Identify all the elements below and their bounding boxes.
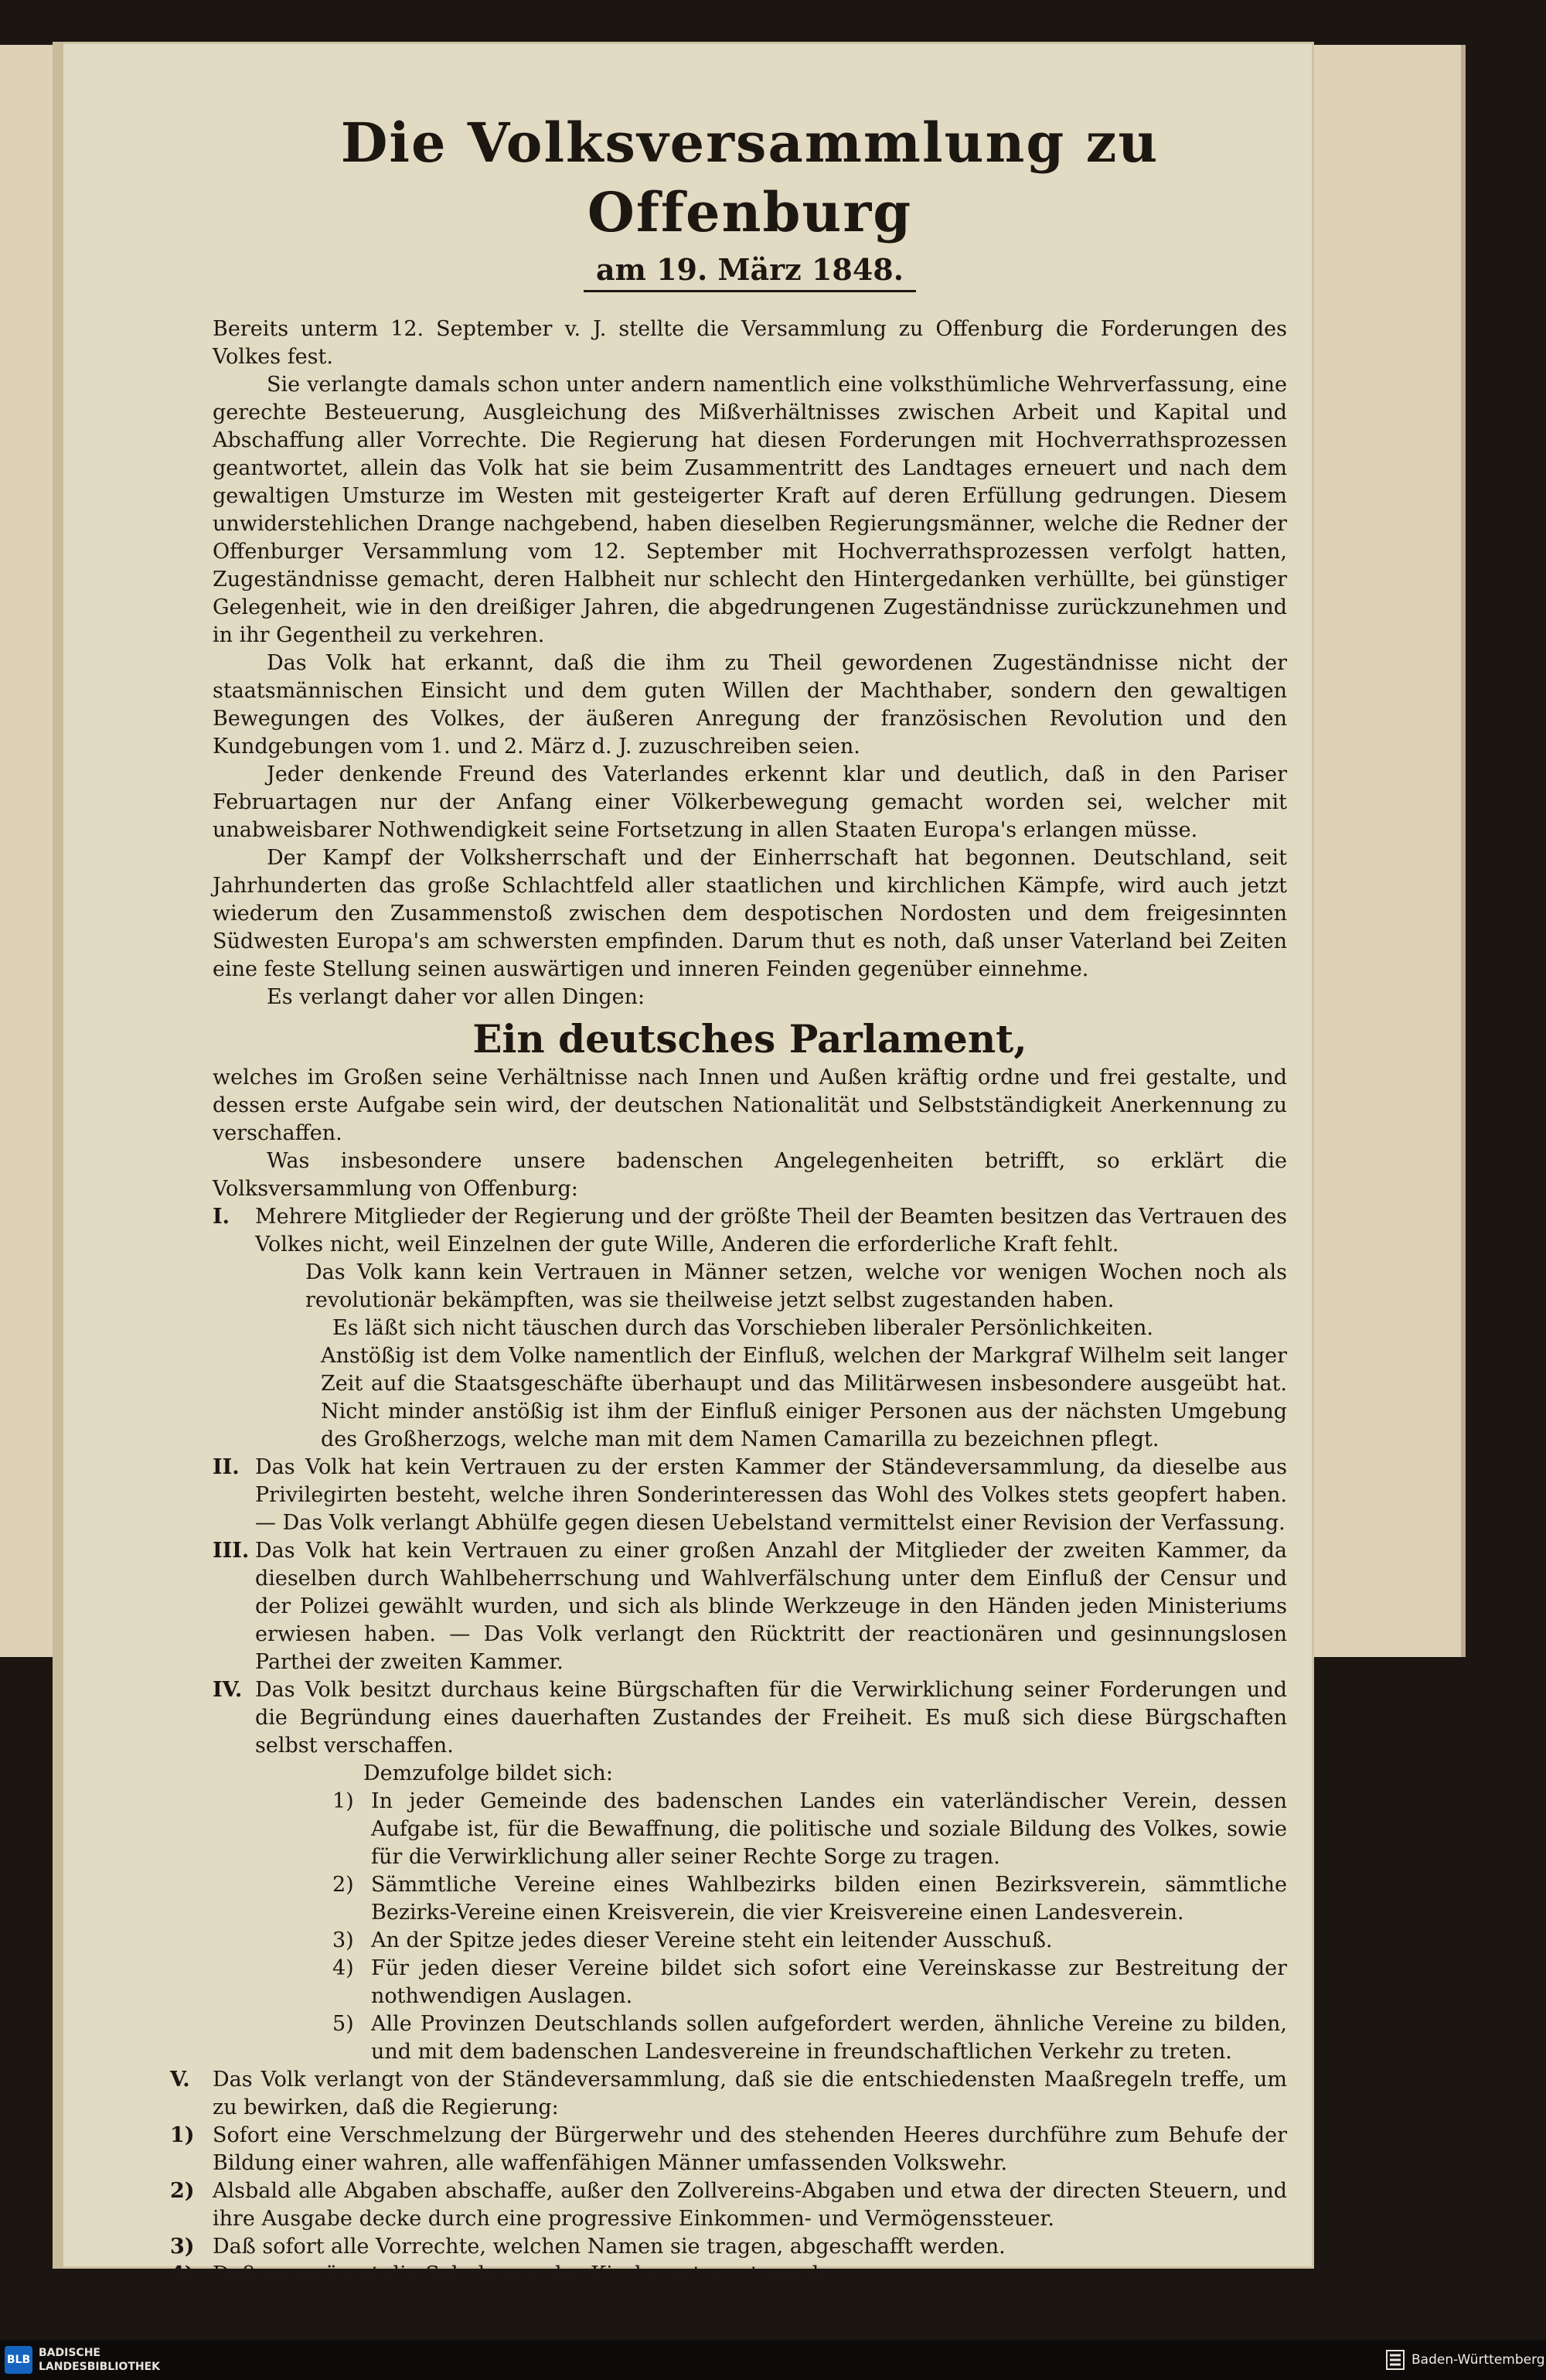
blb-name[interactable] — [39, 2346, 160, 2374]
section-text: Das Volk hat kein Vertrauen zu einer großen Anzahl der Mitglieder der zweiten Kammer, da dieselben durch Wahlbeherrschung und Wahlverfälschung unter dem Einfluß der Censur und der Polizei gewählt wurden, und sich als blinde Werkzeuge in den Händen jeden Ministeriums erwiesen haben. — Das Volk verlangt den Rücktritt der reactionären und gesinnungslosen Parthei der zweiten Kammer. — [255, 1539, 1287, 1674]
section-ii — [213, 1454, 1287, 1537]
document-title: Die Volksversammlung zu Offenburg — [340, 111, 1160, 244]
intro-paragraph-1: Bereits unterm 12. September v. J. stellte die Versammlung zu Offenburg die Forderungen des Volkes fest. — [213, 317, 1287, 369]
list-item-text: Für jeden dieser Vereine bildet sich sofort eine Vereinskasse zur Bestreitung der nothwendigen Auslagen. — [371, 1956, 1287, 2008]
list-item-number: 1) — [332, 1789, 354, 1813]
section-i-sub-1: Das Volk kann kein Vertrauen in Männer setzen, welche vor wenigen Wochen noch als revolutionär bekämpften, was sie theilweise jetzt selbst zugestanden haben. — [305, 1260, 1287, 1312]
section-number: III. — [213, 1539, 250, 1563]
list-item-number: 3) — [332, 1928, 354, 1952]
blb-logo[interactable]: BLB — [5, 2346, 32, 2374]
list-item-number: 5) — [332, 2012, 354, 2036]
list-item-text: Daß ungesäumt die Schule von der Kirche getrennt werde. — [213, 2262, 838, 2286]
bw-name[interactable]: Baden-Württemberg — [1411, 2352, 1545, 2368]
blb-name-line-1: BADISCHE — [39, 2347, 100, 2359]
list-item — [170, 2122, 1287, 2177]
list-item-text: Alle Provinzen Deutschlands sollen aufgefordert werden, ähnliche Vereine zu bilden, und mit dem badenschen Landesvereine in freundschaftlichen Verkehr zu treten. — [371, 2012, 1287, 2064]
list-item — [213, 1927, 1287, 1955]
list-item — [213, 1788, 1287, 1871]
intro-paragraph-5: Der Kampf der Volksherrschaft und der Einherrschaft hat begonnen. Deutschland, seit Jahrhunderten das große Schlachtfeld aller staatlichen und kirchlichen Kämpfe, wird auch jetzt wiederum den Zusammenstoß zwischen dem despotischen Nordosten und dem freigesinnten Südwesten Europa's am schwersten empfinden. Darum thut es noth, daß unser Vaterland bei Zeiten eine feste Stellung seinen auswärtigen und inneren Feinden gegenüber einnehme. — [213, 846, 1287, 981]
title-rule — [584, 290, 916, 292]
list-item-text: Alsbald alle Abgaben abschaffe, außer den Zollvereins-Abgaben und etwa der directen Steuern, und ihre Ausgabe decke durch eine progressive Einkommen- und Vermögenssteuer. — [213, 2179, 1287, 2231]
headline-parliament: Ein deutsches Parlament, — [472, 1016, 1027, 1062]
document-date: am 19. März 1848. — [596, 252, 904, 287]
list-item-number: 2) — [170, 2179, 195, 2203]
list-item — [170, 2177, 1287, 2233]
blb-name-line-2: LANDESBIBLIOTHEK — [39, 2361, 161, 2373]
list-item-number: 1) — [170, 2123, 195, 2147]
lion-crest-icon — [1385, 2349, 1405, 2371]
list-item — [213, 1871, 1287, 1927]
list-item — [170, 2233, 1287, 2261]
document-content — [170, 108, 1287, 2289]
section-i-sub-3: Anstößig ist dem Volke namentlich der Einfluß, welchen der Markgraf Wilhelm seit langer Zeit auf die Staatsgeschäfte überhaupt und das Militärwesen insbesondere ausgeübt hat. Nicht minder anstößig ist ihm der Einfluß einiger Personen aus der nächsten Umgebung des Großherzogs, welche man mit dem Namen Camarilla zu bezeichnen pflegt. — [321, 1344, 1287, 1451]
footer-bar — [0, 2340, 1546, 2380]
list-item-text: Sämmtliche Vereine eines Wahlbezirks bilden einen Bezirksverein, sämmtliche Bezirks-Vereine einen Kreisverein, die vier Kreisvereine einen Landesverein. — [371, 1873, 1287, 1925]
list-item-number: 3) — [170, 2235, 195, 2259]
section-number: V. — [170, 2068, 190, 2092]
after-headline-paragraph-2: Was insbesondere unsere badenschen Angelegenheiten betrifft, so erklärt die Volksversammlung von Offenburg: — [213, 1149, 1287, 1201]
section-iv-lead: Demzufolge bildet sich: — [363, 1761, 613, 1785]
section-text: Das Volk hat kein Vertrauen zu der ersten Kammer der Ständeversammlung, da dieselbe aus Privilegirten besteht, welche ihren Sonderinteressen das Wohl des Volkes stets geopfert haben. — Das Volk verlangt Abhülfe gegen diesen Uebelstand vermittelst einer Revision der Verfassung. — [255, 1455, 1287, 1535]
list-item — [170, 2261, 1287, 2289]
list-item-text: In jeder Gemeinde des badenschen Landes ein vaterländischer Verein, dessen Aufgabe ist, für die Bewaffnung, die politische und soziale Bildung des Volkes, sowie für die Verwirklichung aller seiner Rechte Sorge zu tragen. — [371, 1789, 1287, 1869]
page-fold — [53, 42, 63, 2269]
section-number: IV. — [213, 1678, 243, 1702]
section-text: Das Volk besitzt durchaus keine Bürgschaften für die Verwirklichung seiner Forderungen und die Begründung eines dauerhaften Zustandes der Freiheit. Es muß sich diese Bürgschaften selbst verschaffen. — [255, 1678, 1287, 1758]
list-item-number: 4) — [170, 2262, 195, 2286]
list-item — [213, 2010, 1287, 2066]
intro-paragraph-2: Sie verlangte damals schon unter andern namentlich eine volksthümliche Wehrverfassung, eine gerechte Besteuerung, Ausgleichung des Mißverhältnisses zwischen Arbeit und Kapital und Abschaffung aller Vorrechte. Die Regierung hat diesen Forderungen mit Hochverrathsprozessen geantwortet, allein das Volk hat sie beim Zusammentritt des Landtages erneuert und nach dem gewaltigen Umsturze im Westen mit gesteigerter Kraft auf deren Erfüllung gedrungen. Diesem unwiderstehlichen Drange nachgebend, haben dieselben Regierungsmänner, welche die Redner der Offenburger Versammlung vom 12. September mit Hochverrathsprozessen verfolgt hatten, Zugeständnisse gemacht, deren Halbheit nur schlecht den Hintergedanken verhüllte, bei günstiger Gelegenheit, wie in den dreißiger Jahren, die abgedrungenen Zugeständnisse zurückzunehmen und in ihr Gegentheil zu verkehren. — [213, 373, 1287, 647]
section-number: II. — [213, 1455, 240, 1479]
list-item-text: An der Spitze jedes dieser Vereine steht ein leitender Ausschuß. — [371, 1928, 1053, 1952]
section-i-sub-2: Es läßt sich nicht täuschen durch das Vorschieben liberaler Persönlichkeiten. — [332, 1316, 1153, 1340]
section-iii — [213, 1537, 1287, 1676]
after-headline-paragraph-1: welches im Großen seine Verhältnisse nach Innen und Außen kräftig ordne und frei gestalte, und dessen erste Aufgabe sein wird, der deutschen Nationalität und Selbstständigkeit Anerkennung zu verschaffen. — [213, 1066, 1287, 1145]
list-item-number: 4) — [332, 1956, 354, 1980]
section-v — [170, 2066, 1287, 2122]
intro-paragraph-4: Jeder denkende Freund des Vaterlandes erkennt klar und deutlich, daß in den Pariser Februartagen nur der Anfang einer Völkerbewegung gemacht worden sei, welcher mit unabweisbarer Nothwendigkeit seine Fortsetzung in allen Staaten Europa's erlangen müsse. — [213, 762, 1287, 842]
list-item — [213, 1955, 1287, 2010]
section-i — [213, 1203, 1287, 1259]
list-item-text: Daß sofort alle Vorrechte, welchen Namen sie tragen, abgeschafft werden. — [213, 2235, 1006, 2259]
list-item-text: Sofort eine Verschmelzung der Bürgerwehr und des stehenden Heeres durchführe zum Behufe der Bildung einer wahren, alle waffenfähigen Männer umfassenden Volkswehr. — [213, 2123, 1287, 2175]
list-item-number: 2) — [332, 1873, 354, 1897]
section-text: Mehrere Mitglieder der Regierung und der größte Theil der Beamten besitzen das Vertrauen des Volkes nicht, weil Einzelnen der gute Wille, Anderen die erforderliche Kraft fehlt. — [255, 1205, 1287, 1256]
section-text: Das Volk verlangt von der Ständeversammlung, daß sie die entschiedensten Maaßregeln treffe, um zu bewirken, daß die Regierung: — [213, 2068, 1287, 2119]
intro-paragraph-6: Es verlangt daher vor allen Dingen: — [267, 985, 645, 1009]
section-iv — [213, 1676, 1287, 1760]
intro-paragraph-3: Das Volk hat erkannt, daß die ihm zu Theil gewordenen Zugeständnisse nicht der staatsmännischen Einsicht und dem guten Willen der Machthaber, sondern den gewaltigen Bewegungen des Volkes, der äußeren Anregung der französischen Revolution und den Kundgebungen vom 1. und 2. März d. J. zuzuschreiben seien. — [213, 651, 1287, 759]
section-number: I. — [213, 1205, 230, 1229]
